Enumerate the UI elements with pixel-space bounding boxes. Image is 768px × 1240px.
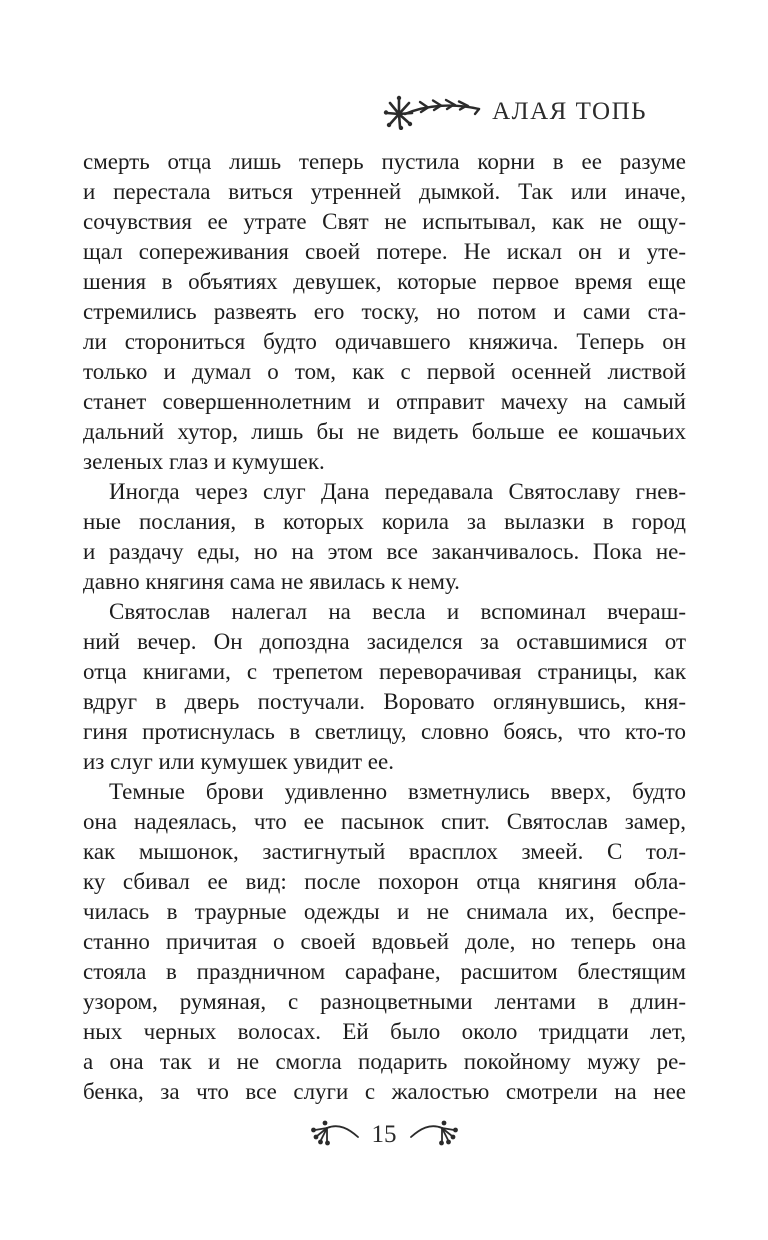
text-line: ку сбивал ее вид: после похорон отца княгиня обла- — [83, 869, 686, 894]
text-line: чилась в траурные одежды и не снимала их, беспре- — [83, 899, 686, 924]
text-line: Святослав налегал на весла и вспоминал вчераш- — [109, 599, 686, 624]
book-title: АЛАЯ ТОПЬ — [492, 98, 647, 125]
text-line: только и думал о том, как с первой осенней листвой — [83, 359, 686, 384]
paragraph — [83, 777, 686, 1107]
text-line: вдруг в дверь постучали. Воровато оглянувшись, кня- — [83, 689, 686, 714]
text-line: сочувствия ее утрате Свят не испытывал, как не ощу- — [83, 209, 686, 234]
text-line: щал сопереживания своей потере. Не искал он и уте- — [83, 239, 686, 264]
text-line: смерть отца лишь теперь пустила корни в ее разуме — [83, 149, 686, 174]
text-line: стояла в праздничном сарафане, расшитом блестящим — [83, 959, 686, 984]
paragraph — [83, 477, 686, 597]
text-line: станно причитая о своей вдовьей доле, но теперь она — [83, 929, 686, 954]
text-line: бенка, за что все слуги с жалостью смотрели на нее — [83, 1079, 686, 1104]
text-line: она надеялась, что ее пасынок спит. Святослав замер, — [83, 809, 686, 834]
text-line: отца книгами, с трепетом переворачивая страницы, как — [83, 659, 686, 684]
text-line: гиня протиснулась в светлицу, словно боясь, что кто-то — [83, 719, 686, 744]
text-line: и перестала виться утренней дымкой. Так или иначе, — [83, 179, 686, 204]
text-line: шения в объятиях девушек, которые первое время еще — [83, 269, 686, 294]
text-line: ных черных волосах. Ей было около тридцати лет, — [83, 1019, 686, 1044]
floral-sprig-left-icon — [307, 1117, 359, 1156]
page-footer — [0, 1116, 768, 1156]
text-line: давно княгиня сама не явилась к нему. — [83, 569, 460, 594]
text-line: зеленых глаз и кумушек. — [83, 449, 325, 474]
twig-sprig-ornament-icon — [381, 90, 481, 135]
text-line: Темные брови удивленно взметнулись вверх, будто — [109, 779, 686, 804]
text-line: ные послания, в которых корила за вылазки в город — [83, 509, 686, 534]
text-line: как мышонок, застигнутый врасплох змеей. С тол- — [83, 839, 686, 864]
text-line: ли сторониться будто одичавшего княжича. Теперь он — [83, 329, 686, 354]
text-line: дальний хутор, лишь бы не видеть больше ее кошачьих — [83, 419, 686, 444]
text-line: узором, румяная, с разноцветными лентами в длин- — [83, 989, 686, 1014]
page-number: 15 — [371, 1120, 397, 1148]
text-line: и раздачу еды, но на этом все заканчивалось. Пока не- — [83, 539, 686, 564]
text-line: стремились развеять его тоску, но потом и сами ста- — [83, 299, 686, 324]
paragraph — [83, 597, 686, 777]
text-line: Иногда через слуг Дана передавала Святославу гнев- — [109, 479, 686, 504]
text-line: станет совершеннолетним и отправит мачеху на самый — [83, 389, 686, 414]
running-header — [0, 92, 647, 132]
floral-sprig-right-icon — [410, 1117, 462, 1156]
text-line: из слуг или кумушек увидит ее. — [83, 749, 394, 774]
text-block — [83, 147, 686, 1107]
paragraph — [83, 147, 686, 477]
text-line: ний вечер. Он допоздна засиделся за оставшимися от — [83, 629, 686, 654]
text-line: а она так и не смогла подарить покойному мужу ре- — [83, 1049, 686, 1074]
